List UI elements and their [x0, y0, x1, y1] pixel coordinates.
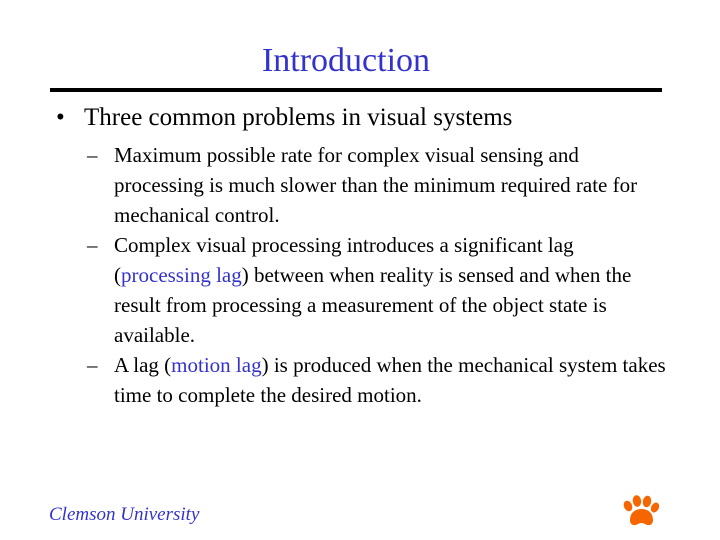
- sub-bullet-text-pre: Complex visual processing introduces a significant lag (: [114, 233, 574, 287]
- sub-bullet-text-pre: A lag (: [114, 353, 172, 377]
- sub-bullet-motion-lag: [87, 350, 667, 410]
- sub-bullet-text: Maximum possible rate for complex visual sensing and processing is much slower than the minimum required rate for mechanical control.: [114, 143, 638, 227]
- highlight-term: motion lag: [171, 353, 262, 377]
- sub-bullet-list: [87, 140, 667, 410]
- footer-institution: Clemson University: [49, 504, 200, 525]
- main-bullet: [56, 103, 512, 133]
- dash-symbol: –: [87, 143, 98, 167]
- sub-bullet-sensing-rate: [87, 140, 667, 230]
- sub-bullet-text-post: ) is produced when the mechanical system takes time to complete the desired motion.: [114, 353, 666, 407]
- bullet-symbol: •: [56, 104, 65, 131]
- dash-symbol: –: [87, 353, 98, 377]
- main-bullet-text: Three common problems in visual systems: [84, 104, 513, 131]
- slide-title: Introduction: [261, 42, 431, 79]
- sub-bullet-processing-lag: [87, 230, 667, 350]
- tiger-paw-icon: [622, 495, 660, 529]
- title-rule: [50, 88, 662, 92]
- sub-bullet-text-post: ) between when reality is sensed and when the result from processing a measurement of the object state is available.: [114, 263, 632, 347]
- highlight-term: processing lag: [121, 263, 242, 287]
- dash-symbol: –: [87, 233, 98, 257]
